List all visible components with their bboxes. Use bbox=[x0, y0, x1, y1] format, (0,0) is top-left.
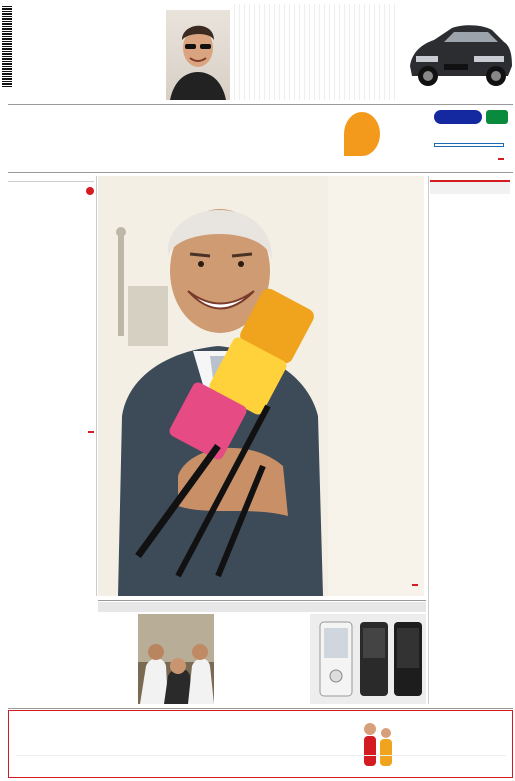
masthead bbox=[0, 106, 515, 170]
photo-kicker-bar bbox=[98, 602, 426, 612]
top-strip bbox=[0, 0, 515, 104]
footer-ad[interactable] bbox=[8, 710, 513, 778]
center-quote bbox=[326, 398, 418, 586]
masthead-info bbox=[10, 112, 110, 115]
footer-top-rule bbox=[8, 708, 513, 709]
phones-photo bbox=[310, 614, 426, 704]
left-lower-text bbox=[8, 600, 94, 704]
promo-pageref[interactable] bbox=[498, 158, 504, 160]
actor-photo bbox=[166, 10, 230, 100]
red-crescent-icon bbox=[330, 719, 352, 741]
samsung-badge bbox=[434, 110, 482, 124]
left-col-rule bbox=[96, 176, 97, 596]
logo[interactable] bbox=[112, 106, 382, 166]
footer-main-line2 bbox=[16, 755, 506, 759]
sidebar-rule bbox=[428, 176, 429, 704]
left-kicker-row bbox=[8, 187, 94, 195]
bottom-section bbox=[98, 602, 426, 706]
sms-badge bbox=[486, 110, 508, 124]
left-pageref[interactable] bbox=[88, 431, 94, 433]
left-body bbox=[8, 198, 94, 418]
queiroz-illustration bbox=[98, 176, 328, 596]
bottom-left-body bbox=[98, 626, 136, 696]
promo-line3 bbox=[434, 143, 504, 147]
logo-digit bbox=[344, 112, 380, 156]
masthead-top-rule bbox=[8, 104, 513, 105]
bottom-mid-body bbox=[216, 626, 306, 696]
left-divider bbox=[8, 181, 94, 182]
top-left-body bbox=[282, 58, 402, 92]
top-mid-body bbox=[62, 62, 172, 94]
bottom-top-rule bbox=[98, 600, 426, 601]
sms-promo[interactable] bbox=[400, 110, 508, 168]
masthead-bottom-rule bbox=[8, 172, 513, 173]
barcode bbox=[2, 6, 12, 88]
car-photo bbox=[404, 14, 514, 92]
center-pageref[interactable] bbox=[412, 584, 418, 586]
left-kicker-dot bbox=[86, 187, 94, 195]
footer-family-image bbox=[360, 717, 396, 773]
right-sidebar bbox=[430, 176, 510, 704]
sidebar-section-header bbox=[430, 180, 510, 194]
center-story bbox=[98, 176, 424, 596]
actors-photo bbox=[138, 614, 214, 704]
